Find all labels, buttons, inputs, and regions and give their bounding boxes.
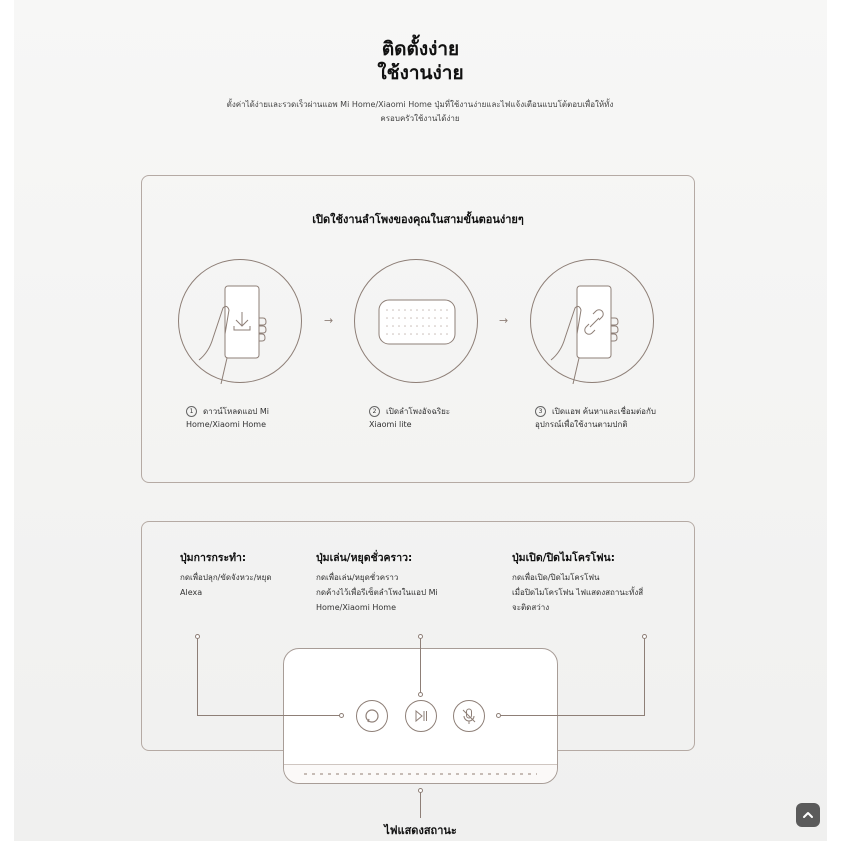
speaker-status-light-strip — [284, 764, 557, 783]
action-connector-dot — [195, 634, 200, 639]
mic-off-icon — [460, 707, 478, 725]
scroll-to-top-button[interactable] — [796, 803, 820, 827]
mic-button-title: ปุ่มเปิด/ปิดไมโครโฟน: — [512, 552, 615, 564]
action-button-desc — [180, 570, 272, 600]
play-connector-dot — [418, 634, 423, 639]
action-desc-line1: กดเพื่อปลุก/ขัดจังหวะ/หยุด — [180, 573, 272, 582]
step-arrow-1: → — [324, 314, 334, 327]
status-light-label: ไฟแสดงสถานะ — [384, 824, 457, 837]
action-button-title: ปุ่มการกระทำ: — [180, 552, 247, 564]
play-connector-end — [418, 692, 423, 697]
step-arrow-2: → — [499, 314, 509, 327]
step3-circle — [530, 259, 654, 383]
mic-connector-v — [644, 637, 645, 716]
page-title-line2: ใช้งานง่าย — [377, 62, 464, 84]
step1-circle — [178, 259, 302, 383]
mic-desc-line3: จะติดสว่าง — [512, 603, 550, 612]
mic-desc-line2: เมื่อปิดไมโครโฟน ไฟแสดงสถานะทั้งสี่ — [512, 588, 644, 597]
step2-label: เปิดลำโพงอัจฉริยะ Xiaomi lite — [369, 407, 451, 429]
step2-text — [369, 405, 479, 431]
mic-connector-dot — [642, 634, 647, 639]
step3-text — [535, 405, 660, 431]
step1-text — [186, 405, 296, 431]
action-connector-v — [197, 637, 198, 716]
play-button-title: ปุ่มเล่น/หยุดชั่วคราว: — [316, 552, 413, 564]
mic-mute-button[interactable] — [453, 700, 485, 732]
play-button-desc — [316, 570, 438, 615]
phone-download-icon — [179, 260, 303, 384]
chevron-up-icon — [802, 809, 814, 821]
status-connector-dot — [418, 788, 423, 793]
mic-button-desc — [512, 570, 643, 615]
step3-label: เปิดแอพ ค้นหาและเชื่อมต่อกับอุปกรณ์เพื่อใช้งานตามปกติ — [535, 407, 656, 429]
alexa-ring-icon — [363, 707, 381, 725]
play-desc-line1: กดเพื่อเล่น/หยุดชั่วคราว — [316, 573, 399, 582]
mic-connector-end — [496, 713, 501, 718]
subtitle-line1: ตั้งค่าได้ง่ายและรวดเร็วผ่านแอพ Mi Home/Xiaomi Home ปุ่มที่ใช้งานง่ายและไฟแจ้งเตือนแบบโต้ตอบเพื่อให้ทั้ง — [226, 100, 614, 109]
action-connector-end — [339, 713, 344, 718]
step1-number: 1 — [186, 406, 197, 417]
play-pause-button[interactable] — [405, 700, 437, 732]
setup-steps-title: เปิดใช้งานลำโพงของคุณในสามขั้นตอนง่ายๆ — [312, 213, 524, 226]
action-button[interactable] — [356, 700, 388, 732]
step2-number: 2 — [369, 406, 380, 417]
speaker-icon — [355, 260, 479, 384]
step2-circle — [354, 259, 478, 383]
play-desc-line3: Home/Xiaomi Home — [316, 603, 397, 612]
action-connector-h — [197, 715, 341, 716]
action-desc-line2: Alexa — [180, 588, 203, 597]
mic-desc-line1: กดเพื่อเปิด/ปิดไมโครโฟน — [512, 573, 600, 582]
play-desc-line2: กดค้างไว้เพื่อรีเซ็ตลำโพงในแอป Mi — [316, 588, 438, 597]
subtitle-line2: ครอบครัวใช้งานได้ง่าย — [380, 114, 460, 123]
page-subtitle — [190, 98, 650, 126]
status-connector-v — [420, 790, 421, 818]
step1-label: ดาวน์โหลดแอป Mi Home/Xiaomi Home — [186, 407, 270, 429]
phone-link-icon — [531, 260, 655, 384]
step3-number: 3 — [535, 406, 546, 417]
status-light-dots — [304, 773, 537, 775]
page-title-line1: ติดตั้งง่าย — [381, 38, 460, 60]
play-pause-icon — [413, 708, 429, 724]
play-connector-v — [420, 637, 421, 695]
mic-connector-h — [500, 715, 645, 716]
